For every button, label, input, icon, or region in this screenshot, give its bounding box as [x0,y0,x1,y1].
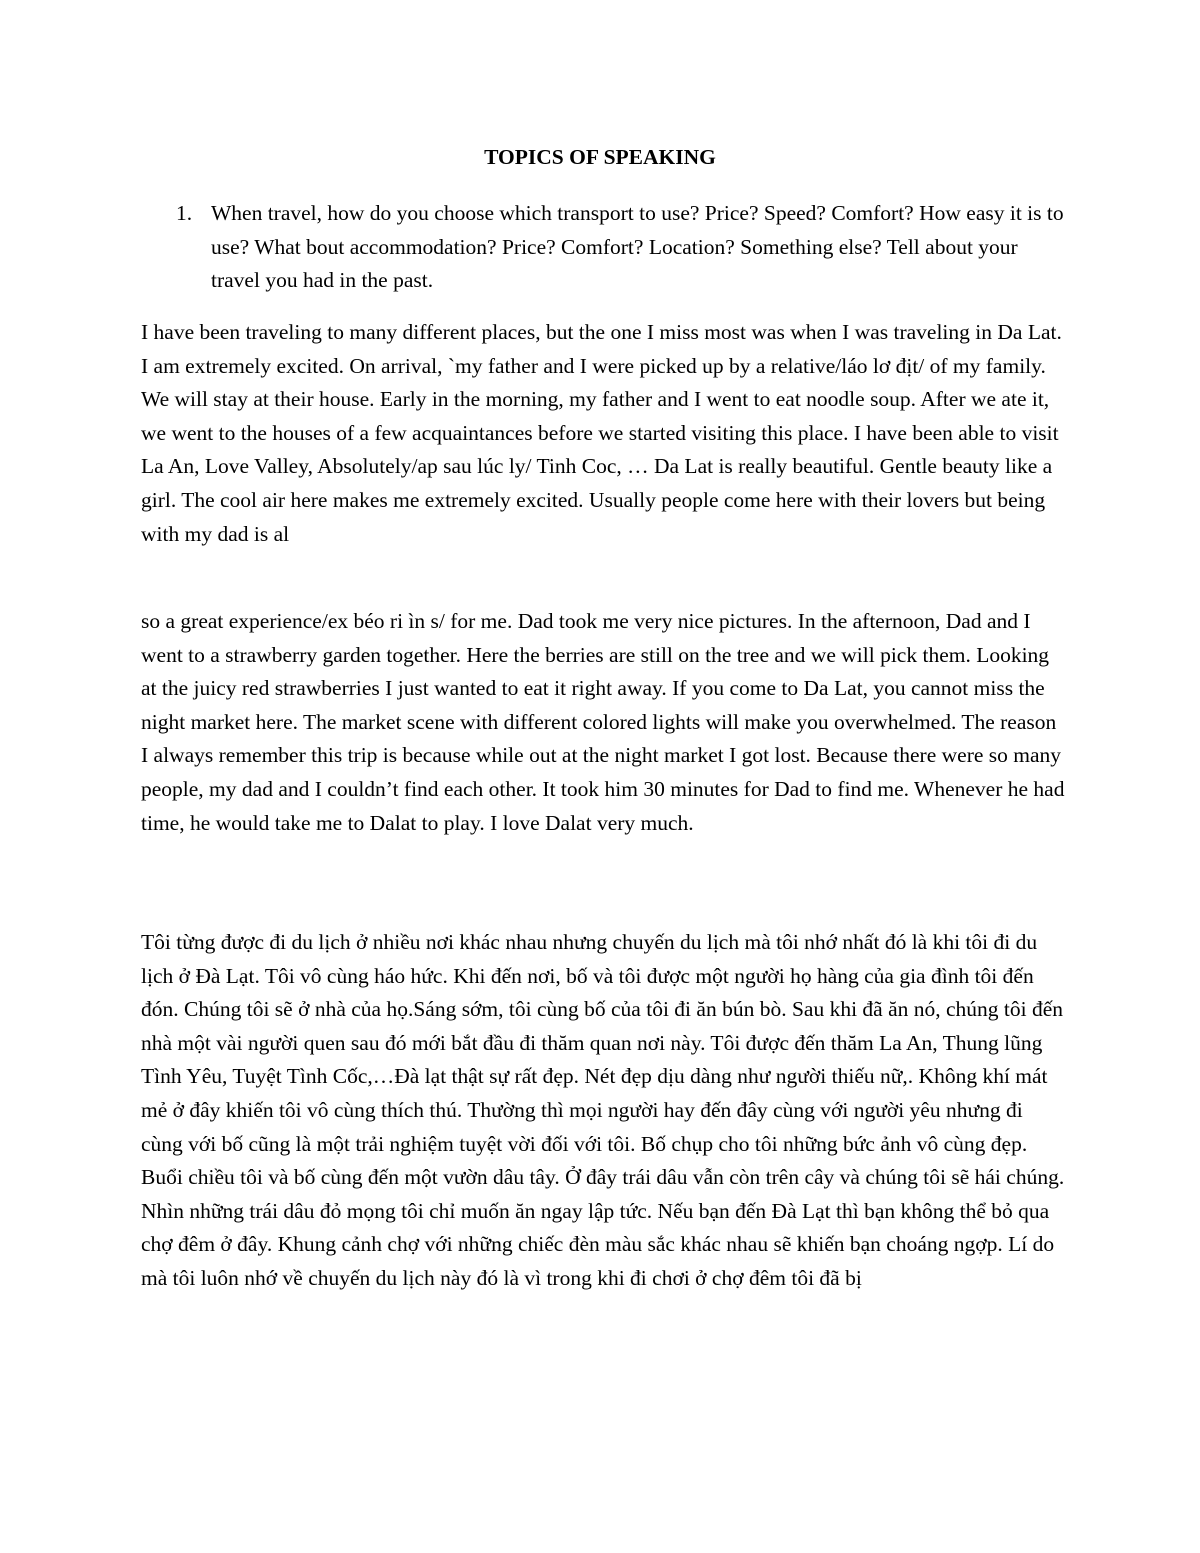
paragraph-english-2: so a great experience/ex béo ri ìn s/ for me. Dad took me very nice pictures. In the afternoon, Dad and I went to a strawberry garden together. Here the berries are still on the tree and we will pick them. Looking at the juicy red strawberries I just wanted to eat it right away. If you come to Da Lat, you cannot miss the night market here. The market scene with different colored lights will make you overwhelmed. The reason I always remember this trip is because while out at the night market I got lost. Because there were so many people, my dad and I couldn’t find each other. It took him 30 minutes for Dad to find me. Whenever he had time, he would take me to Dalat to play. I love Dalat very much. [141,609,1065,835]
question-number: 1. [176,201,193,225]
paragraph-english-1: I have been traveling to many different places, but the one I miss most was when I was traveling in Da Lat. I am extremely excited. On arrival, `my father and I were picked up by a relative/láo lơ địt/ of my family. We will stay at their house. Early in the morning, my father and I went to eat noodle soup. After we ate it, we went to the houses of a few acquaintances before we started visiting this place. I have been able to visit La An, Love Valley, Absolutely/ap sau lúc ly/ Tinh Coc, … Da Lat is really beautiful. Gentle beauty like a girl. The cool air here makes me extremely excited. Usually people come here with their lovers but being with my dad is al [141,320,1062,546]
paragraph-vietnamese: Tôi từng được đi du lịch ở nhiều nơi khác nhau nhưng chuyến du lịch mà tôi nhớ nhất đó là khi tôi đi du lịch ở Đà Lạt. Tôi vô cùng háo hức. Khi đến nơi, bố và tôi được một người họ hàng của gia đình tôi đến đón. Chúng tôi sẽ ở nhà của họ.Sáng sớm, tôi cùng bố của tôi đi ăn bún bò. Sau khi đã ăn nó, chúng tôi đến nhà một vài người quen sau đó mới bắt đầu đi thăm quan nơi này. Tôi được đến thăm La An, Thung lũng Tình Yêu, Tuyệt Tình Cốc,…Đà lạt thật sự rất đẹp. Nét đẹp dịu dàng như người thiếu nữ,. Không khí mát mẻ ở đây khiến tôi vô cùng thích thú. Thường thì mọi người hay đến đây cùng với người yêu nhưng đi cùng với bố cũng là một trải nghiệm tuyệt vời đối với tôi. Bố chụp cho tôi những bức ảnh vô cùng đẹp. Buổi chiều tôi và bố cùng đến một vườn dâu tây. Ở đây trái dâu vẫn còn trên cây và chúng tôi sẽ hái chúng. Nhìn những trái dâu đỏ mọng tôi chỉ muốn ăn ngay lập tức. Nếu bạn đến Đà Lạt thì bạn không thể bỏ qua chợ đêm ở đây. Khung cảnh chợ với những chiếc đèn màu sắc khác nhau sẽ khiến bạn choáng ngợp. Lí do mà tôi luôn nhớ về chuyến du lịch này đó là vì trong khi đi chơi ở chợ đêm tôi đã bị [141,930,1065,1290]
question-item [176,197,1066,298]
question-text: When travel, how do you choose which transport to use? Price? Speed? Comfort? How easy it is to use? What bout accommodation? Price? Comfort? Location? Something else? Tell about your travel you had in the past. [211,201,1064,293]
document-title: TOPICS OF SPEAKING [484,145,716,169]
